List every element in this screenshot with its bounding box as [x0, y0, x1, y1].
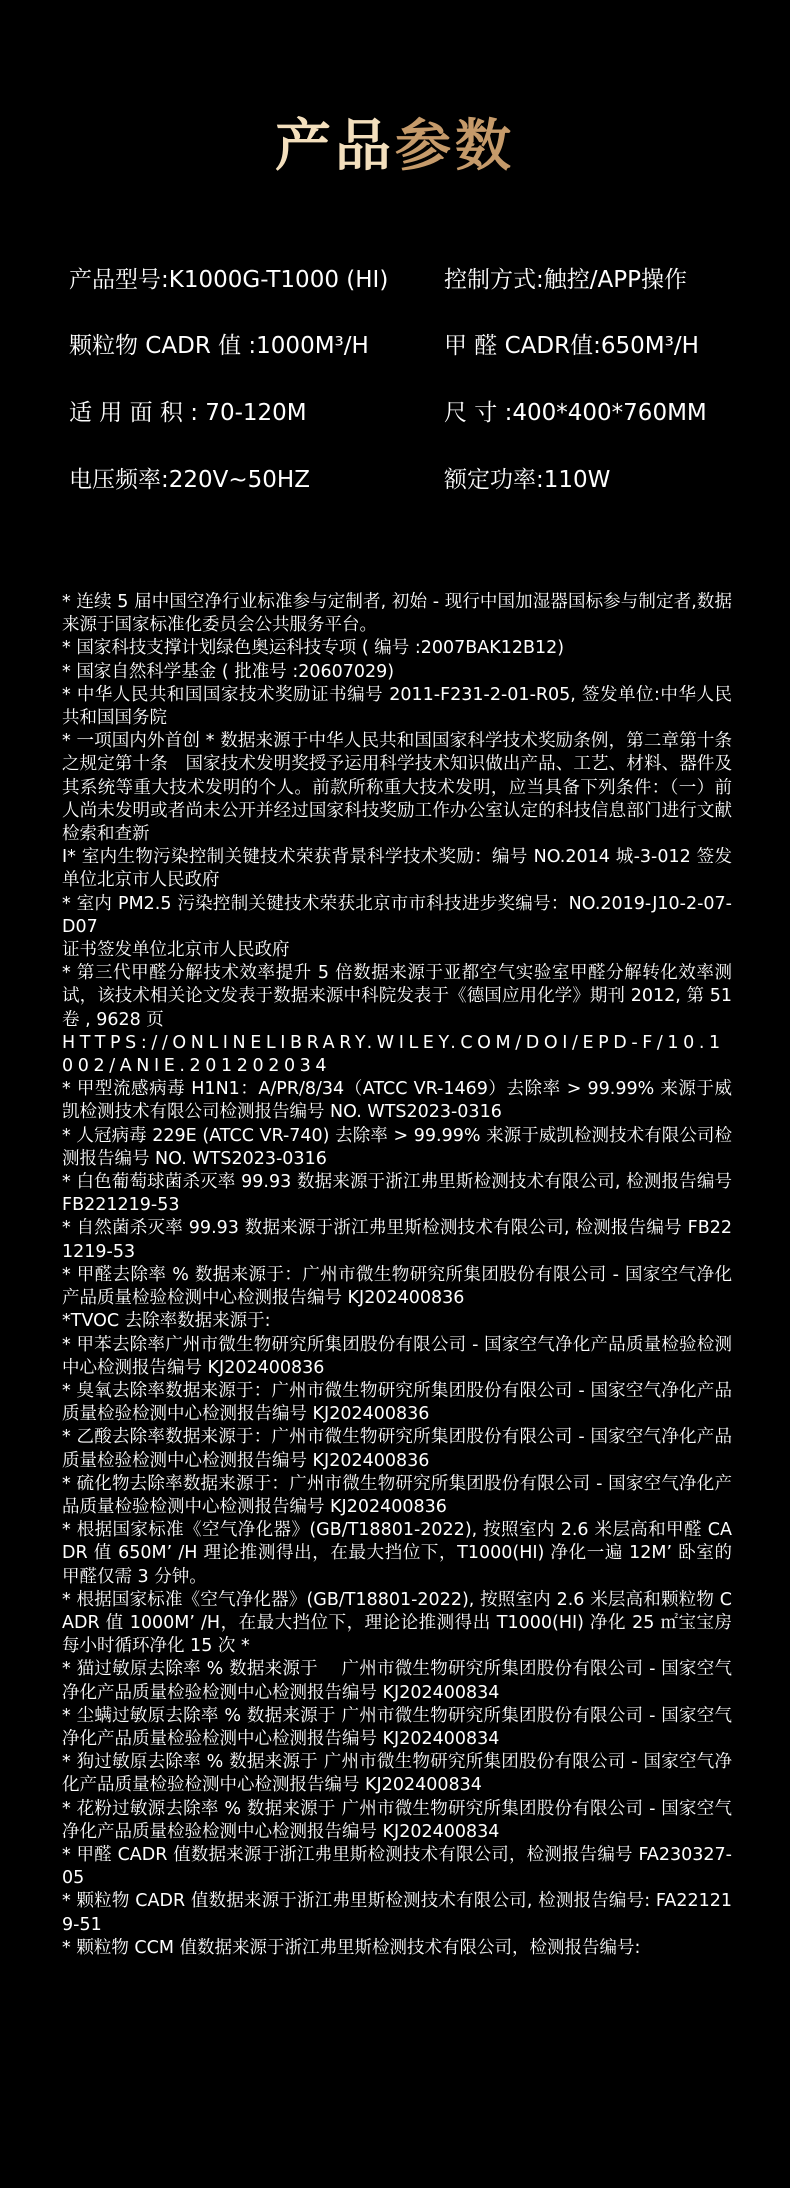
page-title	[0, 112, 790, 182]
spec-control-mode: 控制方式:触控/APP操作	[444, 267, 687, 293]
footnote-item: I* 室内生物污染控制关键技术荣获背景科学技术奖励：编号 NO.2014 城-3-012 签发单位北京市人民政府	[62, 847, 732, 891]
footnote-item: * 第三代甲醛分解技术效率提升 5 倍数据来源于亚都空气实验室甲醛分解转化效率测试，该技术相关论文发表于数据来源中科院发表于《德国应用化学》期刊 2012, 第 51 卷 , 9628 页	[62, 963, 732, 1030]
footnote-item: * 颗粒物 CADR 值数据来源于浙江弗里斯检测技术有限公司, 检测报告编号: FA221219-51	[62, 1891, 732, 1935]
footnote-item: * 一项国内外首创 * 数据来源于中华人民共和国国家科学技术奖励条例，第二章第十条之规定第十条 国家技术发明奖授予运用科学技术知识做出产品、工艺、材料、器件及其系统等重大技术发明的个人。前款所称重大技术发明，应当具备下列条件：（一）前人尚未发明或者尚未公开并经过国家科技奖励工作办公室认定的科技信息部门进行文献检索和查新	[62, 731, 732, 845]
footnote-item: * 自然菌杀灭率 99.93 数据来源于浙江弗里斯检测技术有限公司, 检测报告编号 FB221219-53	[62, 1218, 732, 1262]
footnote-item: * 根据国家标准《空气净化器》(GB/T18801-2022), 按照室内 2.6 米层高和甲醛 CADR 值 650M’ /H 理论推测得出，在最大挡位下，T1000(HI) 净化一遍 12M’ 卧室的甲醛仅需 3 分钟。	[62, 1520, 732, 1587]
footnote-item: * 甲苯去除率广州市微生物研究所集团股份有限公司 - 国家空气净化产品质量检验检测中心检测报告编号 KJ202400836	[62, 1334, 732, 1378]
footnote-item: * 中华人民共和国国家技术奖励证书编号 2011-F231-2-01-R05, 签发单位:中华人民共和国国务院	[62, 684, 732, 729]
spec-voltage-frequency: 电压频率:220V~50HZ	[69, 467, 310, 493]
footnote-item: * 甲型流感病毒 H1N1：A/PR/8/34（ATCC VR-1469）去除率 > 99.99% 来源于威凯检测技术有限公司检测报告编号 NO. WTS2023-0316	[62, 1079, 732, 1123]
footnote-item: * 室内 PM2.5 污染控制关键技术荣获北京市市科技进步奖编号：NO.2019-J10-2-07-D07	[62, 893, 732, 937]
page-title-part-1: 产品	[275, 114, 395, 179]
footnote-item: * 乙酸去除率数据来源于：广州市微生物研究所集团股份有限公司 - 国家空气净化产品质量检验检测中心检测报告编号 KJ202400836	[62, 1427, 732, 1471]
spec-formaldehyde-cadr: 甲 醛 CADR值:650M³/H	[444, 333, 699, 359]
footnote-item: * 国家自然科学基金 ( 批准号 :20607029)	[62, 661, 395, 682]
footnote-item: * 连续 5 届中国空净行业标准参与定制者, 初始 - 现行中国加湿器国标参与制定者,数据来源于国家标准化委员会公共服务平台。	[62, 592, 732, 636]
spec-model: 产品型号:K1000G-T1000 (HI)	[69, 267, 389, 293]
footnote-item: * 根据国家标准《空气净化器》(GB/T18801-2022), 按照室内 2.6 米层高和颗粒物 CADR 值 1000M’ /H，在最大挡位下，理论论推测得出 T1000(HI) 净化 25 ㎡宝宝房每小时循环净化 15 次 *	[62, 1589, 732, 1657]
footnote-item: * 人冠病毒 229E (ATCC VR-740) 去除率 > 99.99% 来源于威凯检测技术有限公司检测报告编号 NO. WTS2023-0316	[62, 1125, 732, 1169]
page-title-part-2: 参数	[395, 114, 515, 179]
footnote-item: *TVOC 去除率数据来源于:	[62, 1311, 271, 1332]
footnote-item: HTTPS://ONLINELIBRARY.WILEY.COM/DOI/EPD-F/10.1002/ANIE.201202034	[62, 1032, 725, 1077]
footnote-item: * 臭氧去除率数据来源于：广州市微生物研究所集团股份有限公司 - 国家空气净化产品质量检验检测中心检测报告编号 KJ202400836	[62, 1380, 732, 1425]
footnote-item: * 猫过敏原去除率 % 数据来源于 广州市微生物研究所集团股份有限公司 - 国家空气净化产品质量检验检测中心检测报告编号 KJ202400834	[62, 1659, 732, 1703]
footnote-item: * 甲醛 CADR 值数据来源于浙江弗里斯检测技术有限公司，检测报告编号 FA230327-05	[62, 1844, 732, 1889]
footnote-item: * 国家科技支撑计划绿色奥运科技专项 ( 编号 :2007BAK12B12)	[62, 638, 565, 659]
footnotes	[62, 591, 732, 1960]
spec-rated-power: 额定功率:110W	[444, 467, 611, 493]
footnote-item: * 尘螨过敏原去除率 % 数据来源于 广州市微生物研究所集团股份有限公司 - 国家空气净化产品质量检验检测中心检测报告编号 KJ202400834	[62, 1705, 732, 1749]
footnote-item: * 甲醛去除率 % 数据来源于：广州市微生物研究所集团股份有限公司 - 国家空气净化产品质量检验检测中心检测报告编号 KJ202400836	[62, 1264, 732, 1309]
footnote-item: * 花粉过敏源去除率 % 数据来源于 广州市微生物研究所集团股份有限公司 - 国家空气净化产品质量检验检测中心检测报告编号 KJ202400834	[62, 1798, 732, 1842]
spec-applicable-area: 适 用 面 积 : 70-120M	[69, 400, 307, 426]
footnote-item: * 狗过敏原去除率 % 数据来源于 广州市微生物研究所集团股份有限公司 - 国家空气净化产品质量检验检测中心检测报告编号 KJ202400834	[62, 1752, 732, 1796]
footnote-item: * 硫化物去除率数据来源于：广州市微生物研究所集团股份有限公司 - 国家空气净化产品质量检验检测中心检测报告编号 KJ202400836	[62, 1473, 732, 1517]
footnote-item: * 白色葡萄球菌杀灭率 99.93 数据来源于浙江弗里斯检测技术有限公司, 检测报告编号 FB221219-53	[62, 1172, 732, 1216]
spec-dimensions: 尺 寸 :400*400*760MM	[444, 400, 707, 426]
spec-particle-cadr: 颗粒物 CADR 值 :1000M³/H	[69, 333, 369, 359]
footnote-item: * 颗粒物 CCM 值数据来源于浙江弗里斯检测技术有限公司，检测报告编号:	[62, 1937, 641, 1958]
footnote-item: 证书签发单位北京市人民政府	[62, 940, 290, 961]
